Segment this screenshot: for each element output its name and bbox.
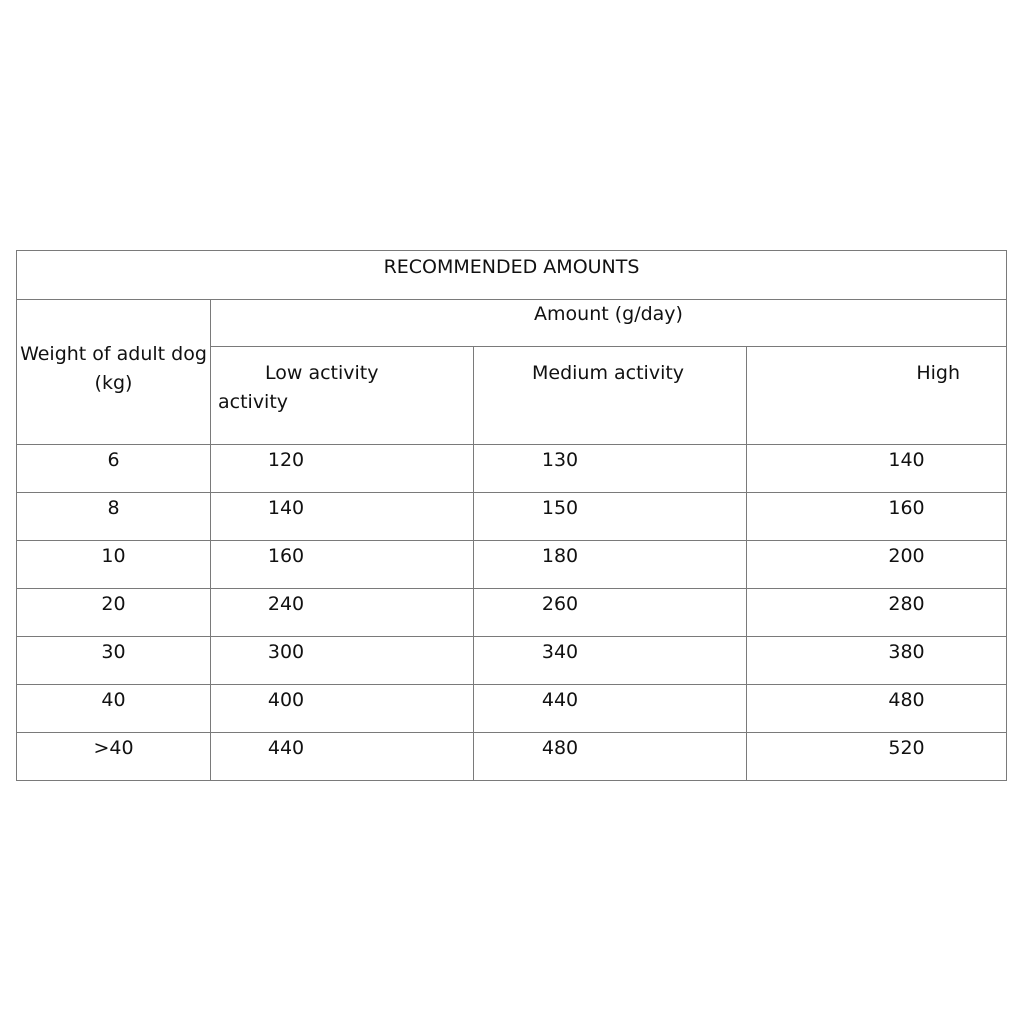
- medium-activity-cell: 480: [474, 733, 747, 781]
- high-activity-cell: 140: [747, 445, 1007, 493]
- table-row: [17, 589, 1007, 637]
- medium-activity-header: [474, 347, 747, 445]
- low-activity-cell: 240: [211, 589, 474, 637]
- high-activity-cell: 160: [747, 493, 1007, 541]
- low-activity-cell: 140: [211, 493, 474, 541]
- weight-cell: 10: [17, 541, 211, 589]
- low-activity-cell: 120: [211, 445, 474, 493]
- low-activity-header-wrap: [211, 347, 473, 417]
- weight-cell: 30: [17, 637, 211, 685]
- weight-cell: >40: [17, 733, 211, 781]
- low-activity-header: [211, 347, 474, 445]
- high-activity-header: [747, 347, 1007, 445]
- medium-activity-cell: 340: [474, 637, 747, 685]
- medium-activity-cell: 440: [474, 685, 747, 733]
- medium-activity-header-text: Medium activity: [532, 362, 685, 384]
- high-activity-cell: 280: [747, 589, 1007, 637]
- table-row: [17, 445, 1007, 493]
- high-activity-cell: 380: [747, 637, 1007, 685]
- table-row: [17, 493, 1007, 541]
- medium-activity-cell: 180: [474, 541, 747, 589]
- weight-header-text: Weight of adult dog (kg): [20, 343, 207, 394]
- amount-header: Amount (g/day): [211, 300, 1007, 347]
- low-activity-cell: 300: [211, 637, 474, 685]
- high-activity-header-text: High: [916, 362, 960, 384]
- weight-column-header: [17, 300, 211, 445]
- low-activity-cell: 400: [211, 685, 474, 733]
- table-title: RECOMMENDED AMOUNTS: [17, 251, 1007, 300]
- medium-activity-cell: 130: [474, 445, 747, 493]
- weight-cell: 8: [17, 493, 211, 541]
- weight-cell: 20: [17, 589, 211, 637]
- medium-activity-cell: 150: [474, 493, 747, 541]
- low-activity-header-line1: Low activity: [265, 362, 379, 384]
- high-activity-cell: 520: [747, 733, 1007, 781]
- high-activity-cell: 480: [747, 685, 1007, 733]
- high-activity-cell: 200: [747, 541, 1007, 589]
- medium-activity-cell: 260: [474, 589, 747, 637]
- low-activity-cell: 160: [211, 541, 474, 589]
- table-row: [17, 637, 1007, 685]
- weight-cell: 40: [17, 685, 211, 733]
- table-row: [17, 541, 1007, 589]
- low-activity-cell: 440: [211, 733, 474, 781]
- table-row: [17, 685, 1007, 733]
- low-activity-header-line2: activity: [218, 391, 289, 413]
- weight-cell: 6: [17, 445, 211, 493]
- recommended-amounts-table: [16, 250, 1007, 781]
- table-row: [17, 733, 1007, 781]
